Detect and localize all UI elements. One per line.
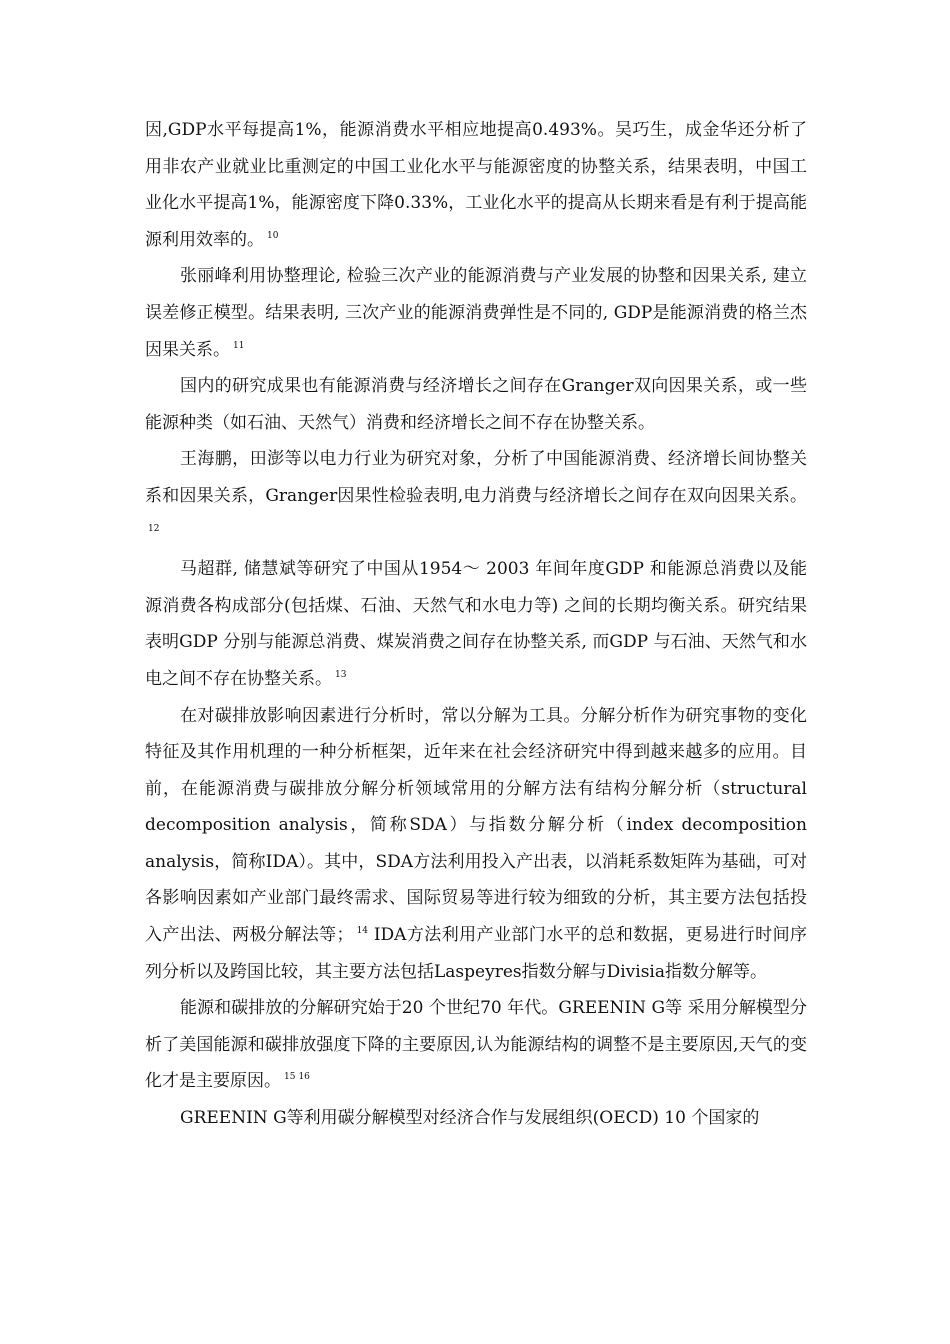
footnote-ref[interactable]: 10	[267, 230, 279, 241]
paragraph-8	[145, 1100, 807, 1137]
paragraph-text: 因,GDP水平每提高1%，能源消费水平相应地提高0.493%。吴巧生，成金华还分析了用非农产业就业比重测定的中国工业化水平与能源密度的协整关系，结果表明，中国工业化水平提高1%，能源密度下降0.33%，工业化水平的提高从长期来看是有利于提高能源利用效率的。	[145, 120, 807, 250]
paragraph-4	[145, 441, 807, 551]
footnote-ref[interactable]: 14	[356, 926, 369, 937]
paragraph-2	[145, 258, 807, 368]
footnote-ref[interactable]: 13	[335, 669, 347, 680]
paragraph-text: 国内的研究成果也有能源消费与经济增长之间存在Granger双向因果关系，或一些能源种类（如石油、天然气）消费和经济增长之间不存在协整关系。	[145, 376, 807, 433]
paragraph-text: 王海鹏，田澎等以电力行业为研究对象，分析了中国能源消费、经济增长间协整关系和因果关系，Granger因果性检验表明,电力消费与经济增长之间存在双向因果关系。	[145, 449, 807, 506]
footnote-ref[interactable]: 16	[298, 1072, 310, 1083]
paragraph-6	[145, 698, 807, 991]
paragraph-7	[145, 990, 807, 1100]
document-page	[145, 112, 807, 1137]
paragraph-text: GREENIN G等利用碳分解模型对经济合作与发展组织(OECD) 10 个国家的	[180, 1108, 760, 1129]
paragraph-3	[145, 368, 807, 441]
footnote-ref[interactable]: 15	[284, 1072, 296, 1083]
footnote-ref[interactable]: 11	[233, 340, 245, 351]
paragraph-1	[145, 112, 807, 258]
paragraph-text-tail: IDA方法利用产业部门水平的总和数据，更易进行时间序列分析以及跨国比较，其主要方法包括Laspeyres指数分解与Divisia指数分解等。	[145, 925, 807, 982]
paragraph-text: 在对碳排放影响因素进行分析时，常以分解为工具。分解分析作为研究事物的变化特征及其作用机理的一种分析框架，近年来在社会经济研究中得到越来越多的应用。目前，在能源消费与碳排放分解分析领域常用的分解方法有结构分解分析（structural decomposition analysis，简称SDA）与指数分解分析（index decomposition analysis，简称IDA）。其中，SDA方法利用投入产出表，以消耗系数矩阵为基础，可对各影响因素如产业部门最终需求、国际贸易等进行较为细致的分析，其主要方法包括投入产出法、两极分解法等；	[145, 705, 807, 946]
paragraph-5	[145, 551, 807, 697]
paragraph-text: 马超群, 储慧斌等研究了中国从1954～ 2003 年间年度GDP 和能源总消费以及能源消费各构成部分(包括煤、石油、天然气和水电力等) 之间的长期均衡关系。研究结果表明GDP 分别与能源总消费、煤炭消费之间存在协整关系, 而GDP 与石油、天然气和水电之间不存在协整关系。	[145, 559, 807, 689]
footnote-ref[interactable]: 12	[148, 523, 160, 534]
paragraph-text: 张丽峰利用协整理论, 检验三次产业的能源消费与产业发展的协整和因果关系, 建立误差修正模型。结果表明, 三次产业的能源消费弹性是不同的, GDP是能源消费的格兰杰因果关系。	[145, 266, 807, 360]
paragraph-text: 能源和碳排放的分解研究始于20 个世纪70 年代。GREENIN G等 采用分解模型分析了美国能源和碳排放强度下降的主要原因,认为能源结构的调整不是主要原因,天气的变化才是主要原因。	[145, 998, 807, 1092]
